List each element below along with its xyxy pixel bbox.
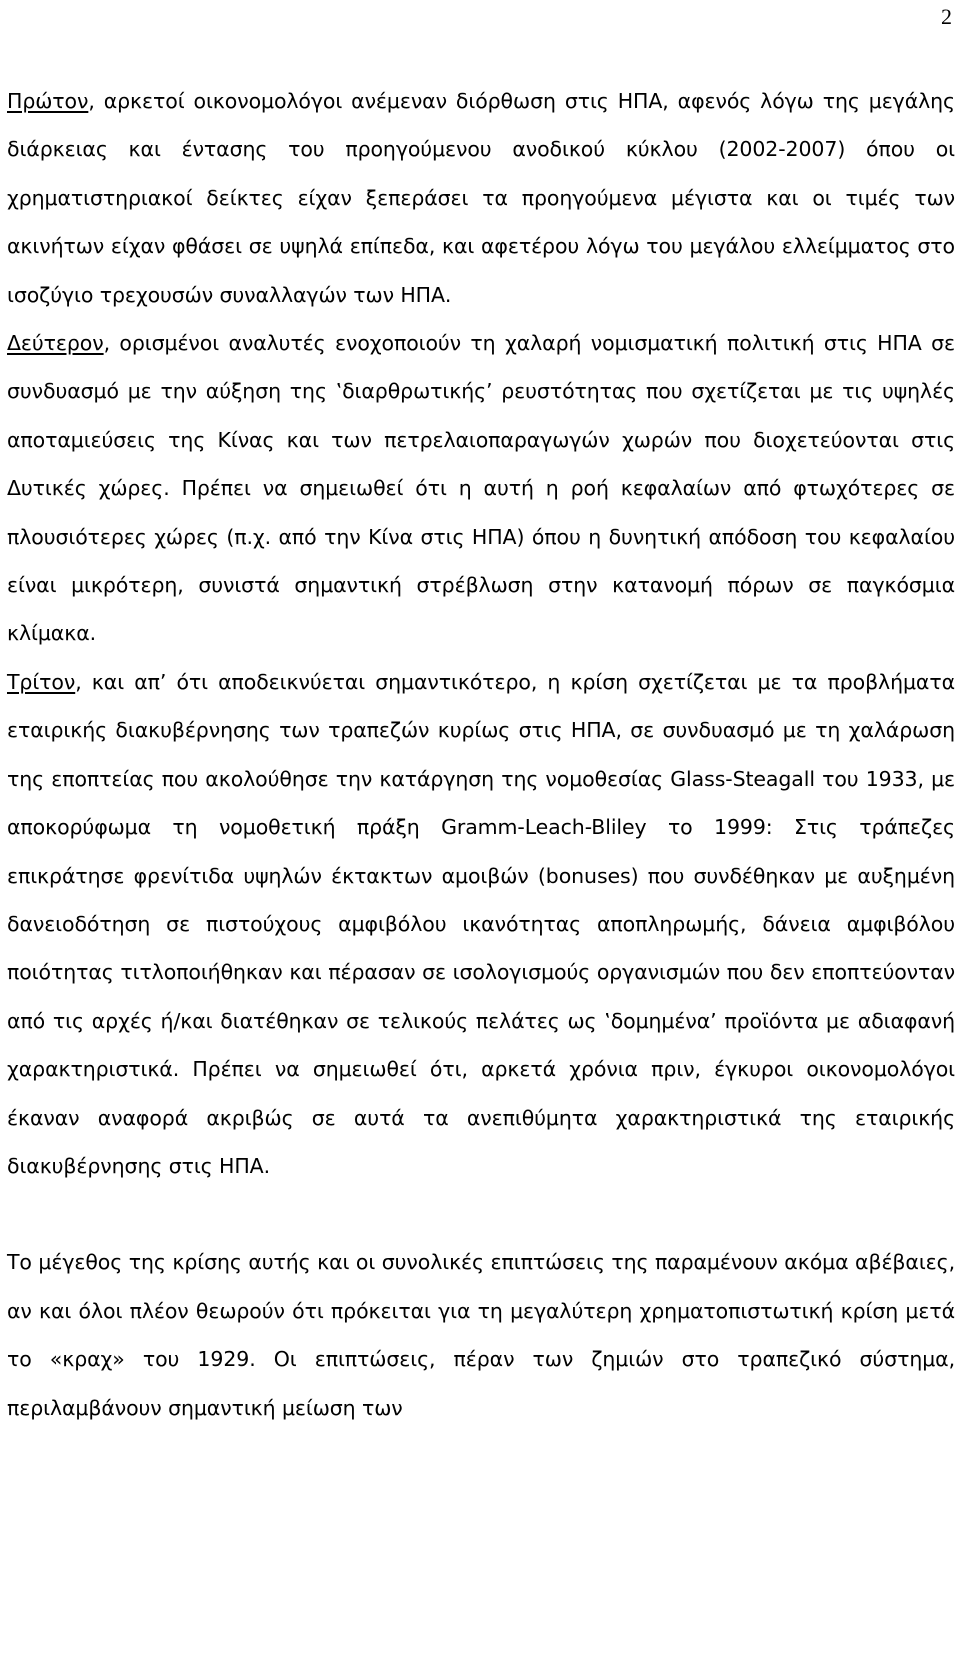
paragraph-third [7, 658, 955, 1190]
paragraph-lead-third: Τρίτον [7, 669, 76, 694]
paragraph-text-fourth: Το μέγεθος της κρίσης αυτής και οι συνολικές επιπτώσεις της παραμένουν ακόμα αβέβαιες, αν και όλοι πλέον θεωρούν ότι πρόκειται για τη μεγαλύτερη χρηματοπιστωτική κρίση μετά το «κραχ» του 1929. Οι επιπτώσεις, πέραν των ζημιών στο τραπεζικό σύστημα, περιλαμβάνουν σημαντική μείωση των [7, 1250, 955, 1420]
paragraph-spacer [7, 1190, 955, 1238]
paragraph-first [7, 77, 955, 319]
paragraph-fourth [7, 1238, 955, 1432]
paragraph-lead-first: Πρώτον [7, 89, 89, 113]
paragraph-lead-second: Δεύτερον [7, 331, 104, 356]
paragraph-text-second: , ορισμένοι αναλυτές ενοχοποιούν τη χαλαρή νομισματική πολιτική στις ΗΠΑ σε συνδυασμό με την αύξηση της ‛διαρθρωτικής’ ρευστότητας που σχετίζεται με τις υψηλές αποταμιεύσεις της Κίνας και των πετρελαιοπαραγωγών χωρών που διοχετεύονται στις Δυτικές χώρες. Πρέπει να σημειωθεί ότι η αυτή η ροή κεφαλαίων από φτωχότερες σε πλουσιότερες χώρες (π.χ. από την Κίνα στις ΗΠΑ) όπου η δυνητική απόδοση του κεφαλαίου είναι μικρότερη, συνιστά σημαντική στρέβλωση στην κατανομή πόρων σε παγκόσμια κλίμακα. [7, 331, 955, 646]
page-number: 2 [941, 4, 952, 29]
document-body [7, 77, 955, 1432]
paragraph-text-first: , αρκετοί οικονομολόγοι ανέμεναν διόρθωση στις ΗΠΑ, αφενός λόγω της μεγάλης διάρκειας και έντασης του προηγούμενου ανοδικού κύκλου (2002-2007) όπου οι χρηματιστηριακοί δείκτες είχαν ξεπεράσει τα προηγούμενα μέγιστα και οι τιμές των ακινήτων είχαν φθάσει σε υψηλά επίπεδα, και αφετέρου λόγω του μεγάλου ελλείμματος στο ισοζύγιο τρεχουσών συναλλαγών των ΗΠΑ. [7, 89, 955, 307]
paragraph-second [7, 319, 955, 658]
paragraph-text-third: , και απ’ ότι αποδεικνύεται σημαντικότερο, η κρίση σχετίζεται με τα προβλήματα εταιρικής διακυβέρνησης των τραπεζών κυρίως στις ΗΠΑ, σε συνδυασμό με τη χαλάρωση της εποπτείας που ακολούθησε την κατάργηση της νομοθεσίας Glass-Steagall του 1933, με αποκορύφωμα τη νομοθετική πράξη Gramm-Leach-Bliley το 1999: Στις τράπεζες επικράτησε φρενίτιδα υψηλών έκτακτων αμοιβών (bonuses) που συνδέθηκαν με αυξημένη δανειοδότηση σε πιστούχους αμφιβόλου ικανότητας αποπληρωμής, δάνεια αμφιβόλου ποιότητας τιτλοποιήθηκαν και πέρασαν σε ισολογισμούς οργανισμών που δεν εποπτεύονταν από τις αρχές ή/και διατέθηκαν σε τελικούς πελάτες ως ‛δομημένα’ προϊόντα με αδιαφανή χαρακτηριστικά. Πρέπει να σημειωθεί ότι, αρκετά χρόνια πριν, έγκυροι οικονομολόγοι έκαναν αναφορά ακριβώς σε αυτά τα ανεπιθύμητα χαρακτηριστικά της εταιρικής διακυβέρνησης στις ΗΠΑ. [7, 669, 955, 1178]
